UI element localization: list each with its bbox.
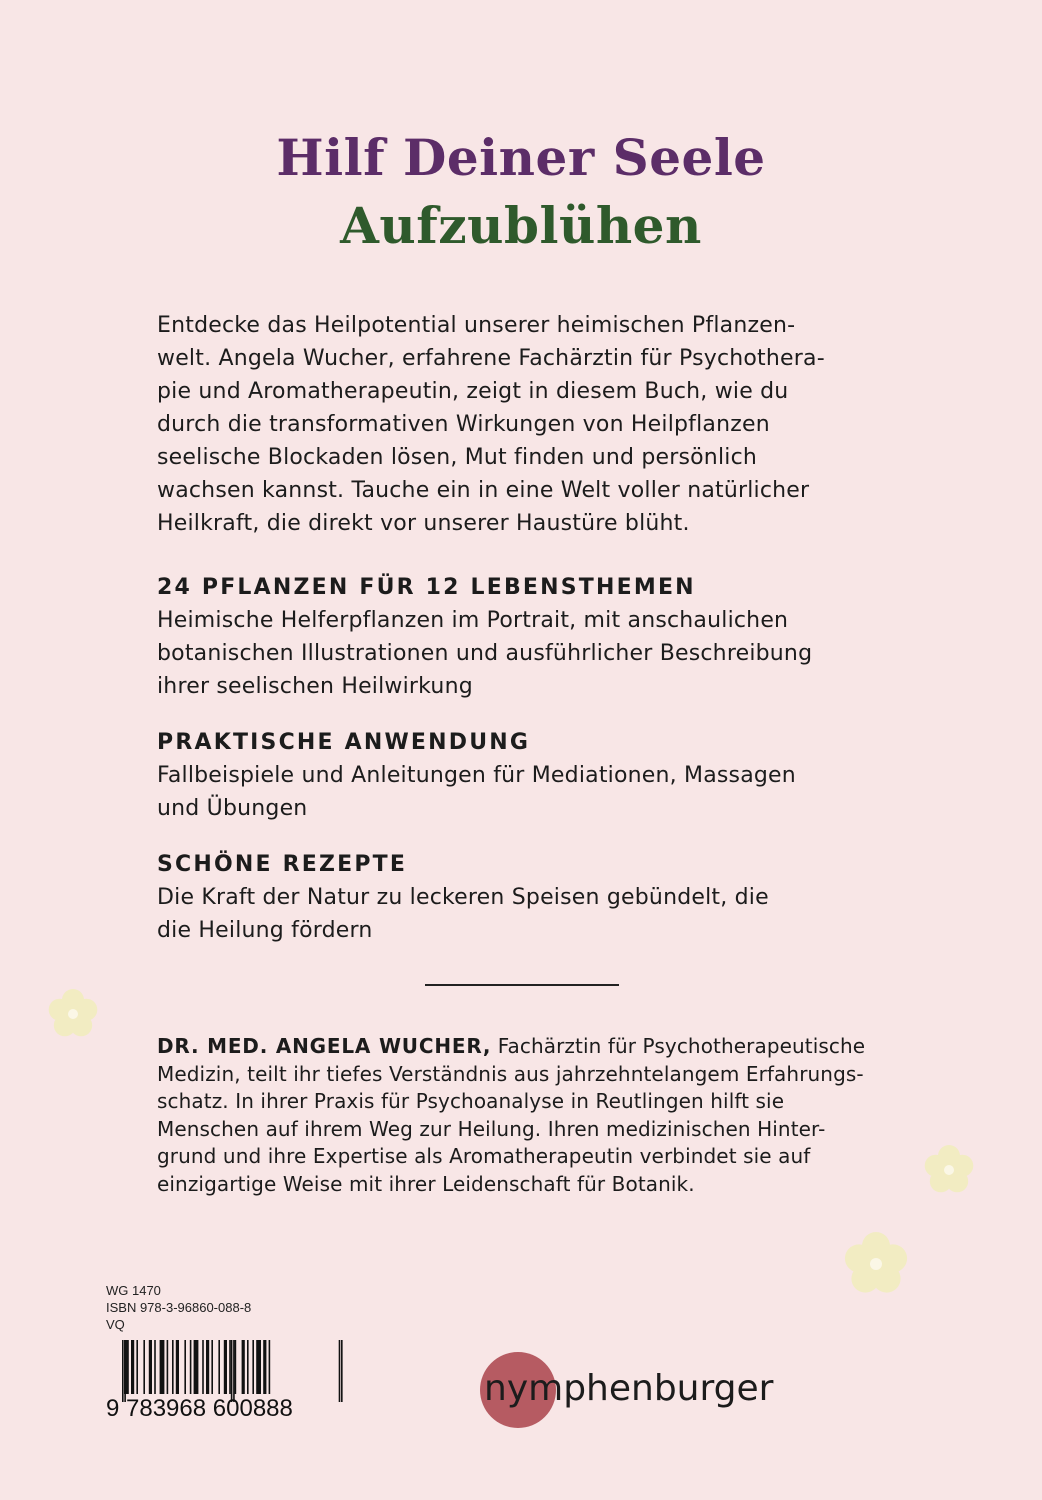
title-line-1: Hilf Deiner Seele <box>276 128 766 187</box>
title-line-2: Aufzublühen <box>340 196 702 255</box>
feature-line: Heimische Helferpflanzen im Portrait, mit anschaulichen <box>157 608 789 633</box>
wg-code: WG 1470 <box>106 1283 161 1298</box>
flower-icon <box>840 1228 912 1300</box>
author-bio-line: grund und ihre Expertise als Aromatherapeutin verbindet sie auf <box>157 1144 811 1168</box>
flower-icon <box>920 1141 978 1199</box>
book-meta <box>106 1282 251 1333</box>
divider <box>425 984 619 986</box>
intro-text <box>157 309 902 540</box>
vq-code: VQ <box>106 1317 125 1332</box>
isbn: ISBN 978-3-96860-088-8 <box>106 1300 252 1315</box>
flower-icon <box>44 985 102 1043</box>
author-bio-line: schatz. In ihrer Praxis für Psychoanalyse in Reutlingen hilft sie <box>157 1089 785 1113</box>
author-bio-line: einzigartige Weise mit ihrer Leidenschaft für Botanik. <box>157 1171 695 1196</box>
intro-line: seelische Blockaden lösen, Mut finden und persönlich <box>157 445 758 470</box>
intro-line: Heilkraft, die direkt vor unserer Haustüre blüht. <box>157 511 690 536</box>
barcode <box>106 1338 346 1418</box>
author-bio-line: Fachärztin für Psychotherapeutische <box>491 1034 866 1058</box>
author-bio-line: Medizin, teilt ihr tiefes Verständnis aus jahrzehntelangem Erfahrungs- <box>157 1061 864 1086</box>
intro-line: durch die transformativen Wirkungen von Heilpflanzen <box>157 412 770 437</box>
author-bio <box>157 1033 902 1198</box>
intro-line: pie und Aromatherapeutin, zeigt in diesem Buch, wie du <box>157 379 789 404</box>
feature-line: Die Kraft der Natur zu leckeren Speisen gebündelt, die <box>157 885 769 910</box>
feature-plants <box>157 571 902 703</box>
feature-heading: 24 PFLANZEN FÜR 12 LEBENSTHEMEN <box>157 575 696 600</box>
publisher-name: nymphenburger <box>484 1368 774 1409</box>
author-first-line <box>157 1033 902 1061</box>
author-bio-line: Menschen auf ihrem Weg zur Heilung. Ihren medizinischen Hinter- <box>157 1116 826 1141</box>
feature-heading: SCHÖNE REZEPTE <box>157 852 408 877</box>
feature-line: ihrer seelischen Heilwirkung <box>157 674 473 699</box>
barcode-digits: 9 783968 600888 <box>106 1395 293 1418</box>
publisher-logo <box>478 1350 798 1430</box>
feature-application <box>157 726 902 825</box>
intro-line: Entdecke das Heilpotential unserer heimischen Pflanzen- <box>157 313 796 338</box>
feature-heading: PRAKTISCHE ANWENDUNG <box>157 730 531 755</box>
feature-recipes <box>157 848 902 947</box>
intro-line: wachsen kannst. Tauche ein in eine Welt voller natürlicher <box>157 478 810 503</box>
feature-line: botanischen Illustrationen und ausführlicher Beschreibung <box>157 641 813 666</box>
feature-line: Fallbeispiele und Anleitungen für Mediationen, Massagen <box>157 763 796 788</box>
intro-line: welt. Angela Wucher, erfahrene Fachärztin für Psychothera- <box>157 346 825 371</box>
author-name: DR. MED. ANGELA WUCHER, <box>157 1034 492 1058</box>
feature-line: und Übungen <box>157 796 308 821</box>
feature-line: die Heilung fördern <box>157 918 373 943</box>
